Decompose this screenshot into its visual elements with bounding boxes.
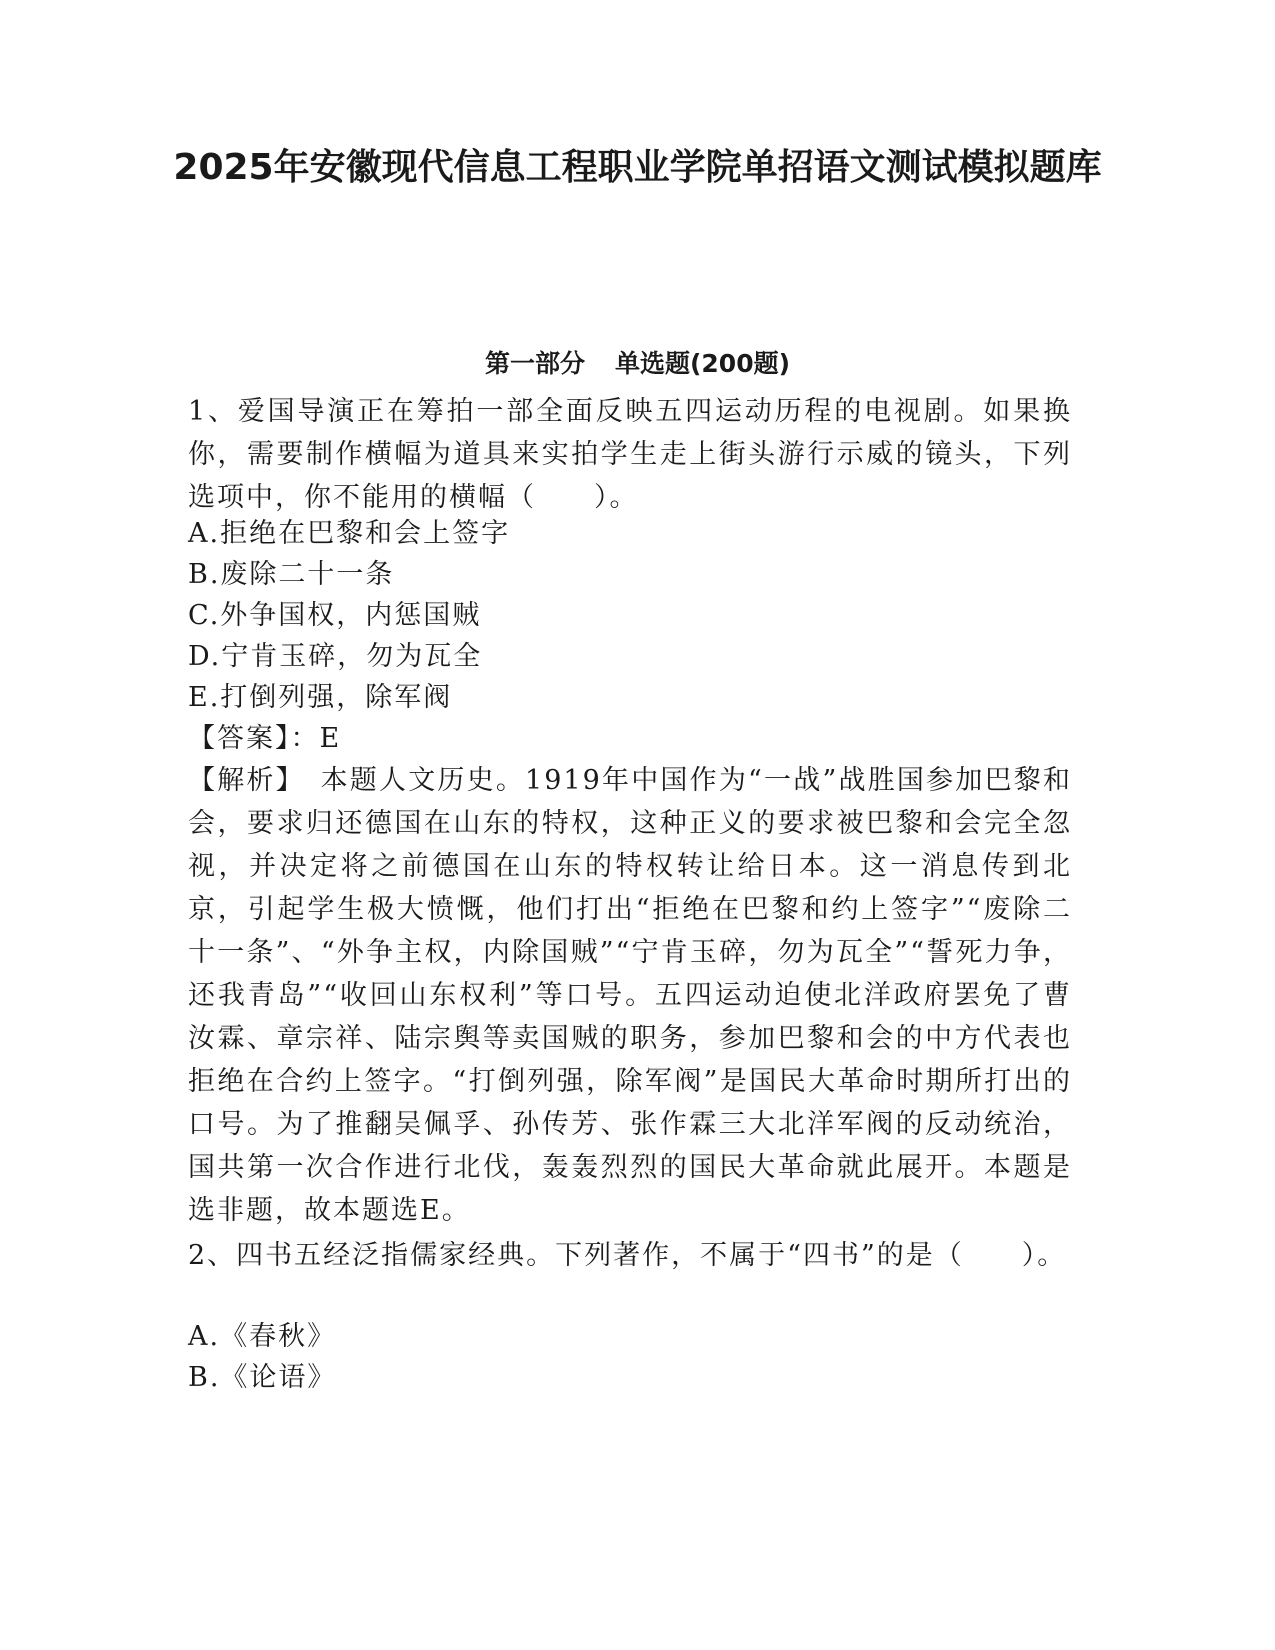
section-part: 第一部分 bbox=[484, 349, 585, 378]
section-heading bbox=[0, 348, 1275, 380]
question-2-option-b: B.《论语》 bbox=[188, 1362, 337, 1393]
question-1-option-e: E.打倒列强，除军阀 bbox=[188, 682, 453, 713]
question-2-option-a: A.《春秋》 bbox=[188, 1321, 337, 1352]
question-1-option-d: D.宁肯玉碎，勿为瓦全 bbox=[188, 641, 483, 672]
section-name: 单选题(200题) bbox=[614, 349, 791, 378]
question-1-analysis: 【解析】 本题人文历史。1919年中国作为“一战”战胜国参加巴黎和会，要求归还德国在山东的特权，这种正义的要求被巴黎和会完全忽视，并决定将之前德国在山东的特权转让给日本。这一消息传到北京，引起学生极大愤慨，他们打出“拒绝在巴黎和约上签字”“废除二十一条”、“外争主权，内除国贼”“宁肯玉碎，勿为瓦全”“誓死力争，还我青岛”“收回山东权利”等口号。五四运动迫使北洋政府罢免了曹汝霖、章宗祥、陆宗舆等卖国贼的职务，参加巴黎和会的中方代表也拒绝在合约上签字。“打倒列强，除军阀”是国民大革命时期所打出的口号。为了推翻吴佩孚、孙传芳、张作霖三大北洋军阀的反动统治，国共第一次合作进行北伐，轰轰烈烈的国民大革命就此展开。本题是选非题，故本题选E。 bbox=[188, 765, 1072, 1226]
document-title: 2025年安徽现代信息工程职业学院单招语文测试模拟题库 bbox=[173, 147, 1102, 188]
question-1-option-a: A.拒绝在巴黎和会上签字 bbox=[188, 518, 511, 549]
question-1-stem: 1、爱国导演正在筹拍一部全面反映五四运动历程的电视剧。如果换你，需要制作横幅为道具来实拍学生走上街头游行示威的镜头，下列选项中，你不能用的横幅（ ）。 bbox=[188, 396, 1072, 513]
question-2-stem: 2、四书五经泛指儒家经典。下列著作，不属于“四书”的是（ ）。 bbox=[188, 1240, 1067, 1271]
question-1-answer: 【答案】：E bbox=[188, 723, 342, 754]
question-1-option-c: C.外争国权，内惩国贼 bbox=[188, 600, 482, 631]
question-1-option-b: B.废除二十一条 bbox=[188, 559, 395, 590]
